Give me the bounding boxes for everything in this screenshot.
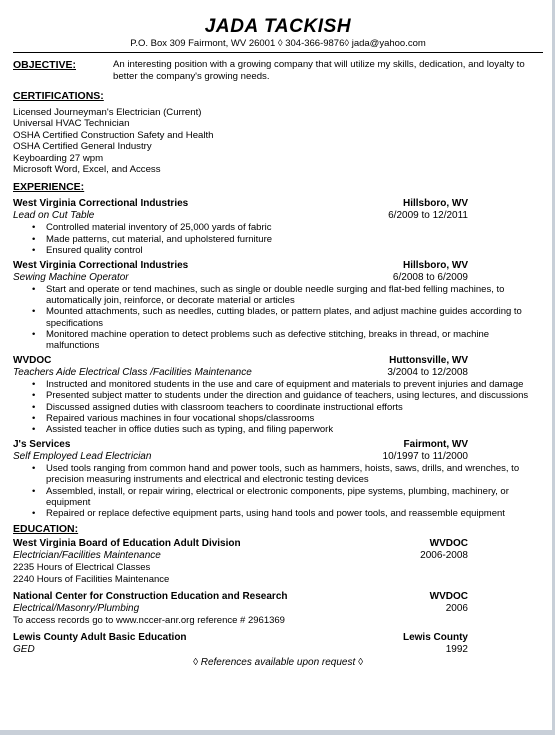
school-location: WVDOC — [429, 590, 468, 602]
resume-name: JADA TACKISH — [204, 16, 352, 37]
duty-text: Ensured quality control — [46, 244, 143, 256]
duty-text: Controlled material inventory of 25,000 yards of fabric — [46, 222, 272, 234]
duty-item — [13, 390, 543, 401]
duty-item — [13, 222, 543, 233]
duty-item — [13, 379, 543, 390]
bullet-icon: • — [32, 328, 36, 340]
job-title-row — [13, 451, 543, 463]
certifications-section — [13, 90, 543, 175]
objective-heading: OBJECTIVE: — [13, 59, 77, 71]
duty-item — [13, 508, 543, 519]
program-dates: 1992 — [445, 643, 468, 655]
bullet-icon: • — [32, 412, 36, 424]
window-frame-bottom — [0, 730, 555, 735]
school-name: Lewis County Adult Basic Education — [13, 631, 187, 643]
employer-location: Hillsboro, WV — [403, 198, 468, 210]
education-note: 2240 Hours of Facilities Maintenance — [13, 573, 170, 585]
objective-section — [13, 59, 543, 82]
duty-text: Start and operate or tend machines, such as single or double needle surging and flat-bed felling machines, to automatically join, reinforce, or decorate material or articles — [46, 284, 505, 307]
duty-text: Discussed assigned duties with classroom teachers to coordinate instructional efforts — [46, 401, 403, 413]
education-entry — [13, 538, 543, 584]
duty-text: Assembled, install, or repair wiring, electrical or electronic components, pipe systems, plumbing, machinery, or equipment — [46, 485, 509, 508]
duty-text: Assisted teacher in office duties such as typing, and filing paperwork — [46, 424, 334, 436]
bullet-icon: • — [32, 306, 36, 318]
program-dates: 2006 — [445, 602, 468, 614]
duty-text: Used tools ranging from common hand and power tools, such as hammers, hoists, saws, drills, and wrenches, to precision measuring instruments and electrical and electronic testing devices — [46, 463, 520, 486]
experience-section — [13, 181, 543, 519]
bullet-icon: • — [32, 222, 36, 234]
duty-list — [13, 463, 543, 519]
duty-item — [13, 329, 543, 351]
program-row — [13, 550, 543, 562]
job-title: Teachers Aide Electrical Class /Facilities Maintenance — [13, 367, 252, 379]
school-location: WVDOC — [429, 538, 468, 550]
bullet-icon: • — [32, 485, 36, 497]
duty-item — [13, 284, 543, 306]
duty-item — [13, 463, 543, 485]
program-name: Electrician/Facilities Maintenance — [13, 550, 161, 562]
employer-location: Huttonsville, WV — [389, 355, 468, 367]
job-title: Lead on Cut Table — [13, 210, 95, 222]
job-title-row — [13, 210, 543, 222]
program-row — [13, 644, 543, 656]
school-name: West Virginia Board of Education Adult Division — [13, 538, 241, 550]
bullet-icon: • — [32, 401, 36, 413]
program-name: Electrical/Masonry/Plumbing — [13, 602, 140, 614]
bullet-icon: • — [32, 508, 36, 520]
certification-item: OSHA Certified General Industry — [13, 141, 152, 153]
bullet-icon: • — [32, 390, 36, 402]
employer-name: West Virginia Correctional Industries — [13, 260, 189, 272]
job-dates: 6/2008 to 6/2009 — [392, 272, 468, 284]
certification-item: Licensed Journeyman's Electrician (Current) — [13, 107, 202, 118]
employer-name: West Virginia Correctional Industries — [13, 198, 189, 210]
references-note: ◊ References available upon request ◊ — [193, 656, 363, 668]
objective-text: An interesting position with a growing company that will utilize my skills, dedication, and loyalty to better the company's growing needs. — [113, 59, 525, 82]
experience-heading: EXPERIENCE: — [13, 181, 85, 194]
education-section — [13, 523, 543, 656]
employer-location: Hillsboro, WV — [403, 260, 468, 272]
job-dates: 6/2009 to 12/2011 — [388, 210, 468, 222]
employer-location: Fairmont, WV — [403, 439, 468, 451]
education-heading: EDUCATION: — [13, 523, 79, 536]
employer-name: J's Services — [13, 439, 71, 451]
education-entry — [13, 632, 543, 656]
job-dates: 3/2004 to 12/2008 — [387, 367, 468, 379]
certification-item: Microsoft Word, Excel, and Access — [13, 164, 161, 176]
school-name: National Center for Construction Education and Research — [13, 590, 288, 602]
duty-item — [13, 486, 543, 508]
duty-text: Repaired various machines in four vocational shops/classrooms — [46, 412, 315, 424]
duty-text: Presented subject matter to students under the direction and guidance of teachers, using lectures, and discussions — [46, 390, 529, 402]
bullet-icon: • — [32, 463, 36, 475]
duty-item — [13, 234, 543, 245]
duty-item — [13, 413, 543, 424]
program-name: GED — [13, 643, 35, 655]
education-entry — [13, 591, 543, 626]
certifications-heading: CERTIFICATIONS: — [13, 90, 104, 102]
contact-line: P.O. Box 309 Fairmont, WV 26001 ◊ 304-366-9876◊ jada@yahoo.com — [13, 37, 543, 53]
school-row — [13, 632, 543, 644]
duty-item — [13, 402, 543, 413]
duty-item — [13, 306, 543, 328]
experience-entry — [13, 355, 543, 435]
certifications-list — [13, 107, 543, 175]
program-dates: 2006-2008 — [420, 550, 468, 562]
duty-item — [13, 424, 543, 435]
bullet-icon: • — [32, 379, 36, 391]
employer-row — [13, 198, 543, 210]
bullet-icon: • — [32, 233, 36, 245]
duty-text: Repaired or replace defective equipment parts, using hand tools and power tools, and reassemble equipment — [46, 508, 505, 520]
duty-item — [13, 245, 543, 256]
school-row — [13, 538, 543, 550]
education-note: 2235 Hours of Electrical Classes — [13, 562, 151, 574]
duty-text: Made patterns, cut material, and upholstered furniture — [46, 233, 273, 245]
certification-item: Keyboarding 27 wpm — [13, 152, 104, 164]
job-title-row — [13, 272, 543, 284]
job-dates: 10/1997 to 11/2000 — [382, 451, 468, 463]
duty-text: Mounted attachments, such as needles, cutting blades, or pattern plates, and adjust machine guides according to specifications — [46, 306, 522, 329]
certification-item: Universal HVAC Technician — [13, 118, 130, 130]
employer-row — [13, 439, 543, 451]
duty-list — [13, 379, 543, 435]
job-title: Sewing Machine Operator — [13, 272, 129, 284]
duty-text: Instructed and monitored students in the use and care of equipment and materials to prevent injuries and damage — [46, 379, 524, 391]
school-row — [13, 591, 543, 603]
bullet-icon: • — [32, 424, 36, 436]
program-row — [13, 603, 543, 615]
job-title-row — [13, 367, 543, 379]
employer-name: WVDOC — [13, 355, 52, 367]
resume-page — [13, 0, 543, 669]
education-note: To access records go to www.nccer-anr.org reference # 2961369 — [13, 614, 285, 626]
employer-row — [13, 355, 543, 367]
experience-entry — [13, 439, 543, 519]
job-title: Self Employed Lead Electrician — [13, 451, 152, 463]
certification-item: OSHA Certified Construction Safety and Health — [13, 129, 214, 141]
experience-entry — [13, 260, 543, 351]
bullet-icon: • — [32, 244, 36, 256]
school-location: Lewis County — [402, 631, 468, 643]
duty-list — [13, 284, 543, 351]
employer-row — [13, 260, 543, 272]
bullet-icon: • — [32, 284, 36, 296]
duty-list — [13, 222, 543, 256]
experience-entry — [13, 198, 543, 256]
duty-text: Monitored machine operation to detect problems such as defective stitching, breaks in thread, or machine malfunctions — [46, 328, 490, 352]
